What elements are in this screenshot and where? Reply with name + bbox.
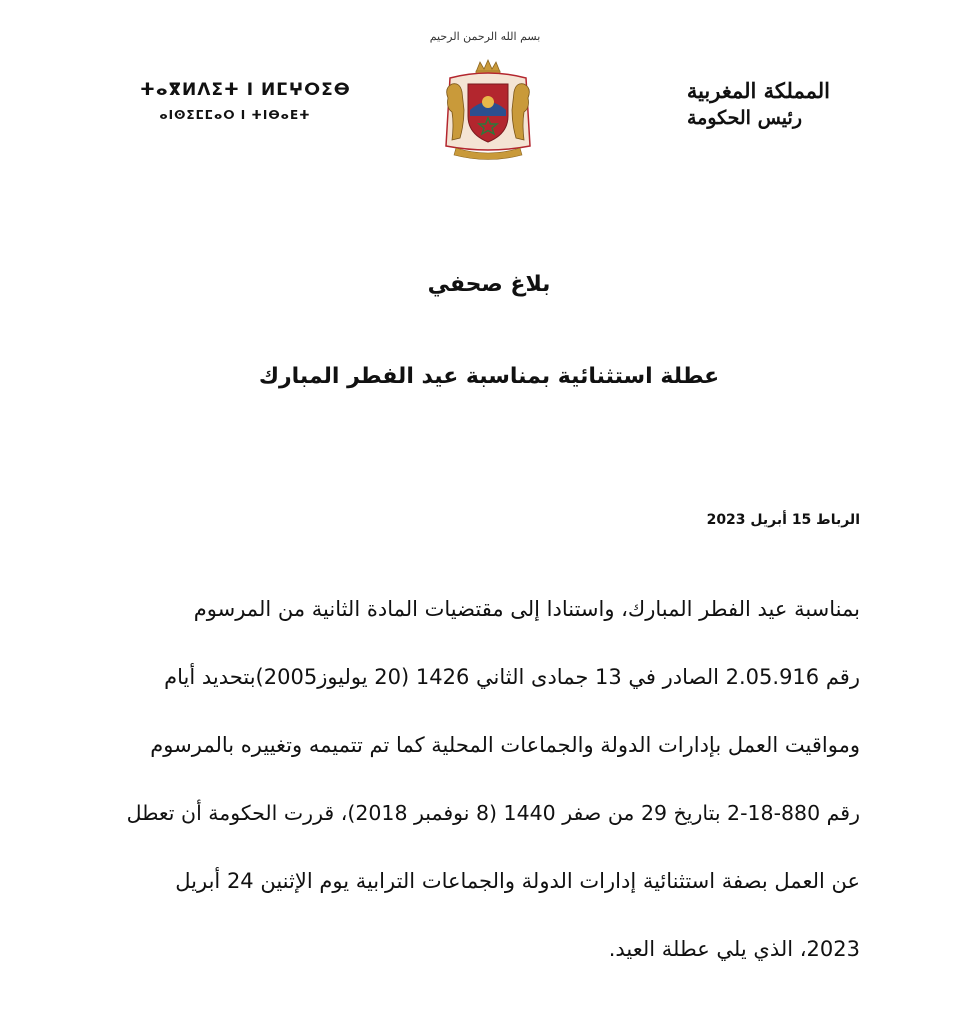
arabic-letterhead bbox=[650, 78, 830, 129]
body-paragraph bbox=[115, 592, 860, 1000]
tifinagh-head-of-government: ⴰⵏⵙⵉⵎⵎⴰⵔ ⵏ ⵜⵏⴱⴰⴹⵜ bbox=[159, 108, 311, 122]
body-line: رقم 2.05.916 الصادر في 13 جمادى الثاني 1426 (20 يوليوز2005)بتحديد أيام bbox=[164, 665, 860, 689]
body-line: 2023، الذي يلي عطلة العيد. bbox=[608, 937, 860, 961]
body-line: بمناسبة عيد الفطر المبارك، واستنادا إلى مقتضيات المادة الثانية من المرسوم bbox=[193, 597, 860, 621]
tifinagh-kingdom-name: ⵜⴰⴳⵍⴷⵉⵜ ⵏ ⵍⵎⵖⵔⵉⴱ bbox=[140, 80, 351, 100]
body-line: ومواقيت العمل بإدارات الدولة والجماعات المحلية كما تم تتميمه وتغييره بالمرسوم bbox=[150, 733, 860, 757]
document-subtitle: عطلة استثنائية بمناسبة عيد الفطر المبارك bbox=[258, 364, 720, 389]
body-line: رقم 880-18-2 بتاريخ 29 من صفر 1440 (8 نوفمبر 2018)، قررت الحكومة أن تعطل bbox=[126, 801, 860, 825]
kingdom-name: المملكة المغربية bbox=[686, 78, 830, 103]
royal-coat-of-arms-emblem bbox=[438, 58, 538, 163]
tifinagh-letterhead bbox=[140, 80, 351, 122]
dateline: الرباط 15 أبريل 2023 bbox=[706, 512, 860, 528]
head-of-government: رئيس الحكومة bbox=[686, 107, 802, 129]
document-title: بلاغ صحفي bbox=[427, 272, 551, 297]
basmala-calligraphy: بسم الله الرحمن الرحيم bbox=[429, 30, 541, 43]
letterhead bbox=[0, 20, 978, 170]
body-line: عن العمل بصفة استثنائية إدارات الدولة والجماعات الترابية يوم الإثنين 24 أبريل bbox=[175, 869, 860, 893]
